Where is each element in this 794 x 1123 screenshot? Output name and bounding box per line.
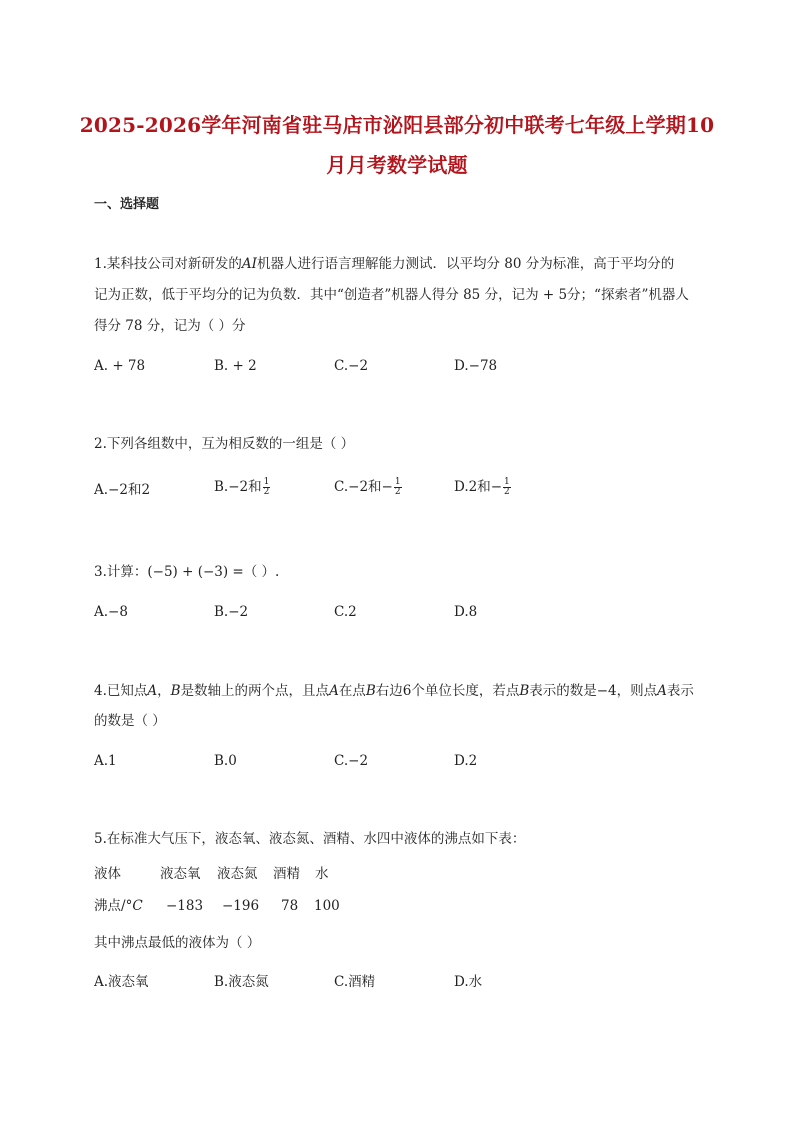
q3-option-b[interactable]: B.−2 bbox=[214, 604, 249, 620]
fraction-denominator: 2 bbox=[263, 487, 270, 497]
q4-text: 是数轴上的两个点，且点 bbox=[180, 683, 330, 699]
q4-text: ， bbox=[157, 683, 171, 699]
q5-option-b[interactable]: B.液态氮 bbox=[214, 974, 269, 990]
table-cell: −183 bbox=[166, 898, 204, 914]
q1-option-c[interactable]: C.−2 bbox=[334, 358, 369, 374]
fraction-one-half bbox=[503, 478, 511, 497]
q5-question: 其中沸点最低的液体为（ ） bbox=[94, 935, 261, 951]
q4-text: 表示 bbox=[666, 683, 694, 699]
q1-option-d[interactable]: D.−78 bbox=[454, 358, 498, 374]
q2-option-d[interactable] bbox=[454, 478, 511, 497]
q4-option-a[interactable]: A.1 bbox=[94, 753, 117, 769]
fraction-numerator: 1 bbox=[504, 477, 510, 487]
fraction-numerator: 1 bbox=[263, 477, 270, 487]
fraction-numerator: 1 bbox=[394, 477, 401, 487]
q4-text: 右边6个单位长度，若点 bbox=[375, 683, 520, 699]
point-a-label: A bbox=[657, 683, 667, 699]
q2-option-b[interactable] bbox=[214, 478, 270, 497]
point-a-label: A bbox=[329, 683, 339, 699]
q5-option-d[interactable]: D.水 bbox=[454, 974, 483, 990]
fraction-denominator: 2 bbox=[394, 487, 401, 497]
q1-ai-term: AI bbox=[241, 256, 257, 272]
q1-text: 1.某科技公司对新研发的 bbox=[94, 256, 242, 272]
q3-option-c[interactable]: C.2 bbox=[334, 604, 357, 620]
table-header-cell: 水 bbox=[315, 866, 329, 882]
unit-celsius: °C bbox=[125, 898, 143, 914]
row-label-text: 沸点/ bbox=[94, 898, 126, 914]
q4-option-b[interactable]: B.0 bbox=[214, 753, 237, 769]
q3-stem: 3.计算：(−5) + (−3) =（ ）. bbox=[94, 564, 280, 580]
q4-text: 表示的数是−4，则点 bbox=[529, 683, 658, 699]
q3-option-a[interactable]: A.−8 bbox=[94, 604, 128, 620]
q1-option-b[interactable]: B. + 2 bbox=[214, 358, 257, 374]
fraction-one-half bbox=[394, 478, 402, 497]
q4-stem-line-1 bbox=[94, 683, 694, 699]
point-b-label: B bbox=[519, 683, 530, 699]
q2-option-c[interactable] bbox=[334, 478, 402, 497]
q2-stem: 2.下列各组数中，互为相反数的一组是（ ） bbox=[94, 436, 355, 452]
table-cell: 78 bbox=[281, 898, 299, 914]
q4-option-c[interactable]: C.−2 bbox=[334, 753, 369, 769]
q1-text: 机器人进行语言理解能力测试．以平均分 80 分为标准，高于平均分的 bbox=[256, 256, 675, 272]
table-header-cell: 酒精 bbox=[273, 866, 300, 882]
table-cell: 100 bbox=[314, 898, 340, 914]
table-header-cell: 液体 bbox=[94, 866, 121, 882]
q1-stem-line-3: 得分 78 分，记为（ ）分 bbox=[94, 318, 246, 334]
point-a-label: A bbox=[147, 683, 158, 699]
section-heading: 一、选择题 bbox=[94, 197, 160, 212]
table-cell: −196 bbox=[222, 898, 260, 914]
q5-stem: 5.在标准大气压下，液态氧、液态氮、酒精、水四中液体的沸点如下表： bbox=[94, 831, 526, 847]
q2-option-b-text: B.−2和 bbox=[214, 479, 262, 495]
q2-option-c-text: C.−2和− bbox=[334, 479, 393, 495]
q4-stem-line-2: 的数是（ ） bbox=[94, 713, 166, 729]
exam-title-line-1: 2025-2026学年河南省驻马店市泌阳县部分初中联考七年级上学期10 bbox=[79, 113, 715, 137]
q3-option-d[interactable]: D.8 bbox=[454, 604, 478, 620]
point-b-label: B bbox=[365, 683, 376, 699]
q4-text: 在点 bbox=[338, 683, 366, 699]
q5-option-c[interactable]: C.酒精 bbox=[334, 974, 376, 990]
exam-title-line-2: 月月考数学试题 bbox=[326, 153, 468, 177]
table-header-cell: 液态氮 bbox=[217, 866, 258, 882]
q2-option-a[interactable]: A.−2和2 bbox=[94, 482, 151, 498]
q2-option-d-text: D.2和− bbox=[454, 479, 503, 495]
q4-option-d[interactable]: D.2 bbox=[454, 753, 478, 769]
fraction-one-half bbox=[263, 478, 271, 497]
q5-option-a[interactable]: A.液态氧 bbox=[94, 974, 149, 990]
fraction-denominator: 2 bbox=[504, 487, 510, 497]
table-row-label bbox=[94, 898, 143, 914]
q1-stem-line-1 bbox=[94, 256, 674, 272]
q4-text: 4.已知点 bbox=[94, 683, 148, 699]
q1-option-a[interactable]: A. + 78 bbox=[94, 358, 146, 374]
point-b-label: B bbox=[170, 683, 181, 699]
q1-stem-line-2: 记为正数，低于平均分的记为负数．其中“创造者”机器人得分 85 分，记为 + 5分；“探索者”机器人 bbox=[94, 287, 689, 303]
table-header-cell: 液态氧 bbox=[160, 866, 201, 882]
